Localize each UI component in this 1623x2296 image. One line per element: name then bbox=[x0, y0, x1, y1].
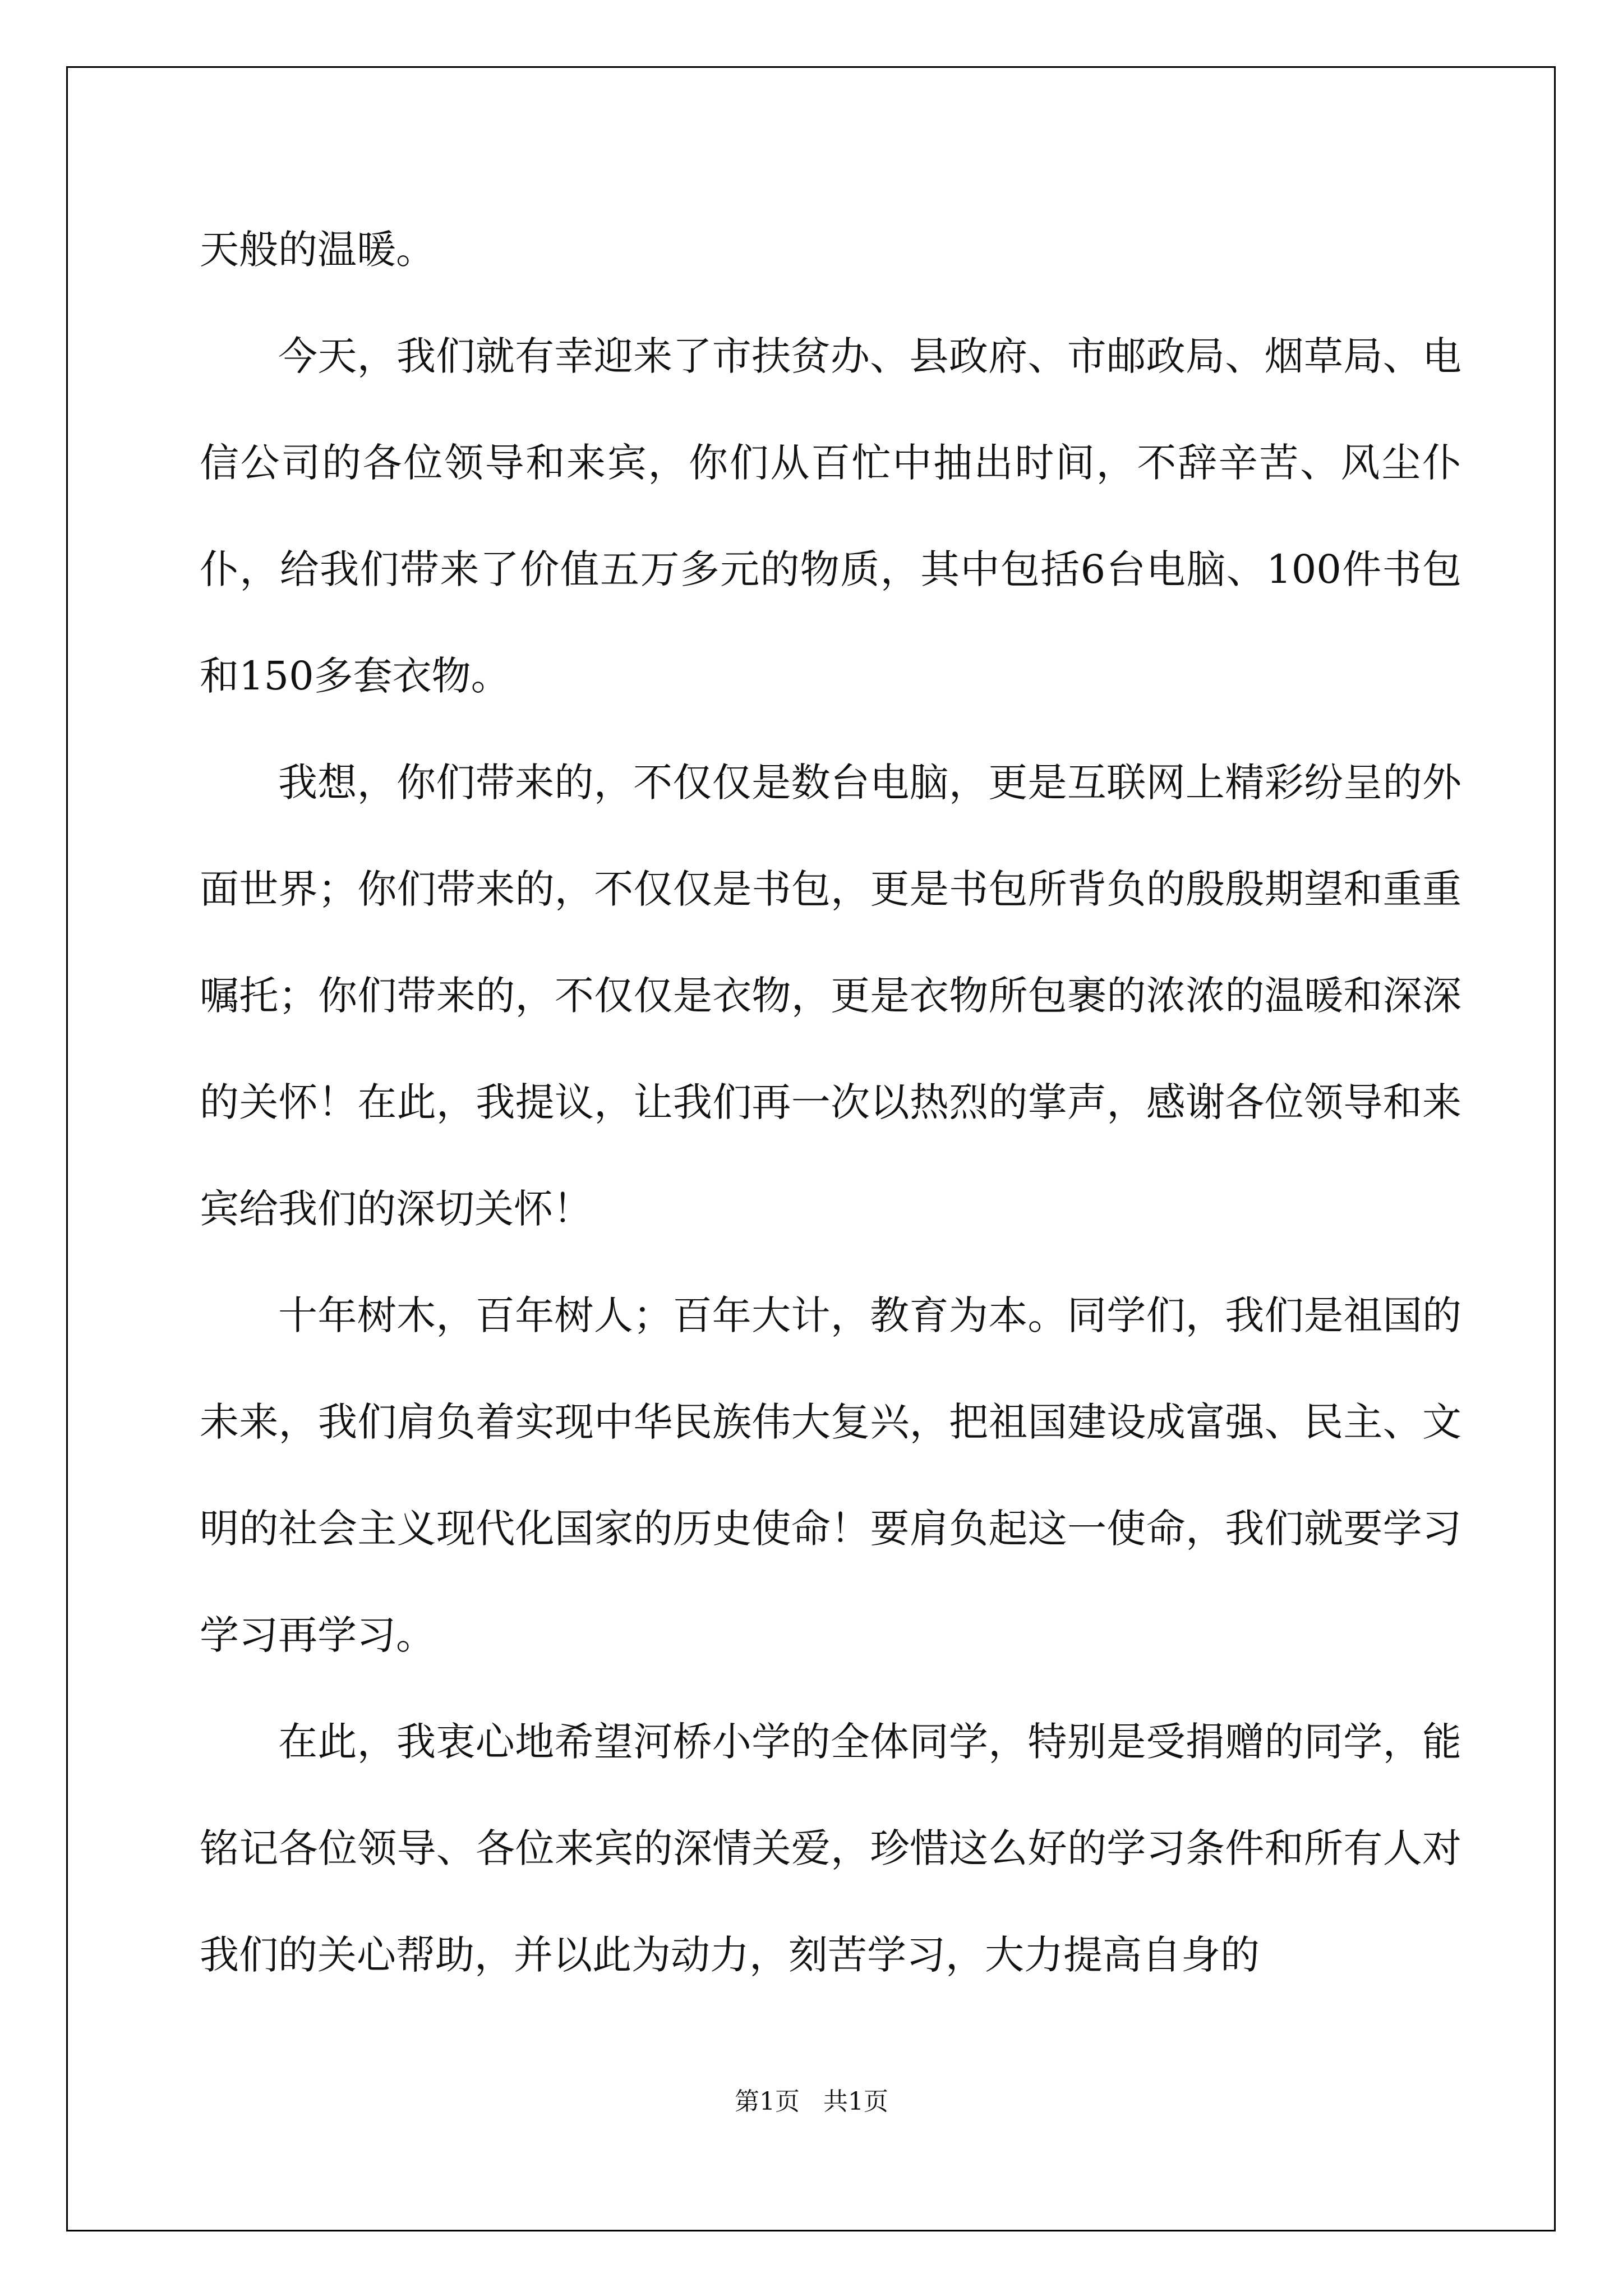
page-footer: 第1页 共1页 bbox=[735, 2087, 888, 2116]
document-body bbox=[200, 196, 1461, 2008]
paragraph-gratitude: 我想，你们带来的，不仅仅是数台电脑，更是互联网上精彩纷呈的外面世界；你们带来的，不仅仅是书包，更是书包所背负的殷殷期望和重重嘱托；你们带来的，不仅仅是衣物，更是衣物所包裹的浓浓的温暖和深深的关怀！在此，我提议，让我们再一次以热烈的掌声，感谢各位领导和来宾给我们的深切关怀！ bbox=[200, 760, 1461, 1232]
paragraph-donation: 今天，我们就有幸迎来了市扶贫办、县政府、市邮政局、烟草局、电信公司的各位领导和来宾，你们从百忙中抽出时间，不辞辛苦、风尘仆仆，给我们带来了价值五万多元的物质，其中包括6台电脑、100件书包和150多套衣物。 bbox=[200, 333, 1461, 699]
paragraph-education: 十年树木，百年树人；百年大计，教育为本。同学们，我们是祖国的未来，我们肩负着实现中华民族伟大复兴，把祖国建设成富强、民主、文明的社会主义现代化国家的历史使命！要肩负起这一使命，我们就要学习学习再学习。 bbox=[200, 1292, 1461, 1658]
paragraph-continuation: 天般的温暖。 bbox=[200, 227, 435, 273]
paragraph-hope: 在此，我衷心地希望河桥小学的全体同学，特别是受捐赠的同学，能铭记各位领导、各位来宾的深情关爱，珍惜这么好的学习条件和所有人对我们的关心帮助，并以此为动力，刻苦学习，大力提高自身的 bbox=[200, 1719, 1461, 1978]
